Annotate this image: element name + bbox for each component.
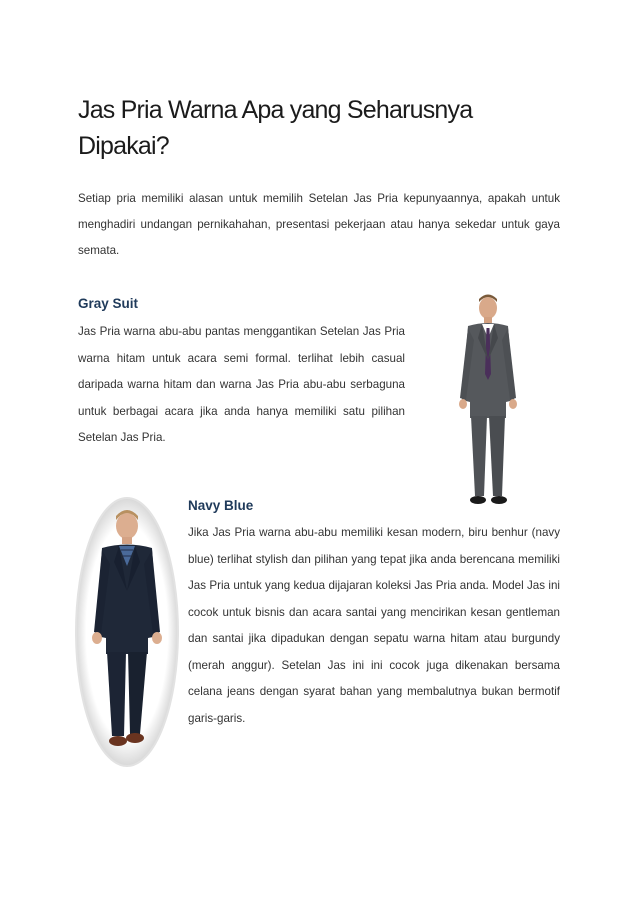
gray-suit-paragraph: Jas Pria warna abu-abu pantas menggantikan Setelan Jas Pria warna hitam untuk acara semi formal. terlihat lebih casual daripada warna hitam dan warna Jas Pria abu-abu serbaguna untuk berbagai acara jika anda hanya memiliki satu pilihan Setelan Jas Pria.	[78, 325, 405, 444]
navy-suit-model-image	[74, 496, 180, 768]
navy-blue-paragraph: Jika Jas Pria warna abu-abu memiliki kesan modern, biru benhur (navy blue) terlihat stylish dan pilihan yang tepat jika anda berencana memiliki Jas Pria untuk yang kedua dijajaran koleksi Jas Pria anda. Model Jas ini cocok untuk bisnis dan acara santai yang mencirikan kesan gentleman dan santai jika dipadukan dengan sepatu warna hitam atau burgundy (merah anggur). Setelan Jas ini ini cocok juga dikenakan bersama celana jeans dengan syarat bahan yang membalutnya bukan bermotif garis-garis.	[188, 526, 560, 725]
navy-blue-heading: Navy Blue	[188, 498, 254, 513]
gray-suit-model-image	[448, 290, 528, 512]
intro-paragraph: Setiap pria memiliki alasan untuk memilih Setelan Jas Pria kepunyaannya, apakah untuk menghadiri undangan pernikahahan, presentasi pekerjaan atau hanya sekedar untuk gaya semata.	[78, 192, 560, 257]
page-title: Jas Pria Warna Apa yang Seharusnya Dipakai?	[78, 96, 473, 160]
gray-suit-heading: Gray Suit	[78, 296, 139, 311]
